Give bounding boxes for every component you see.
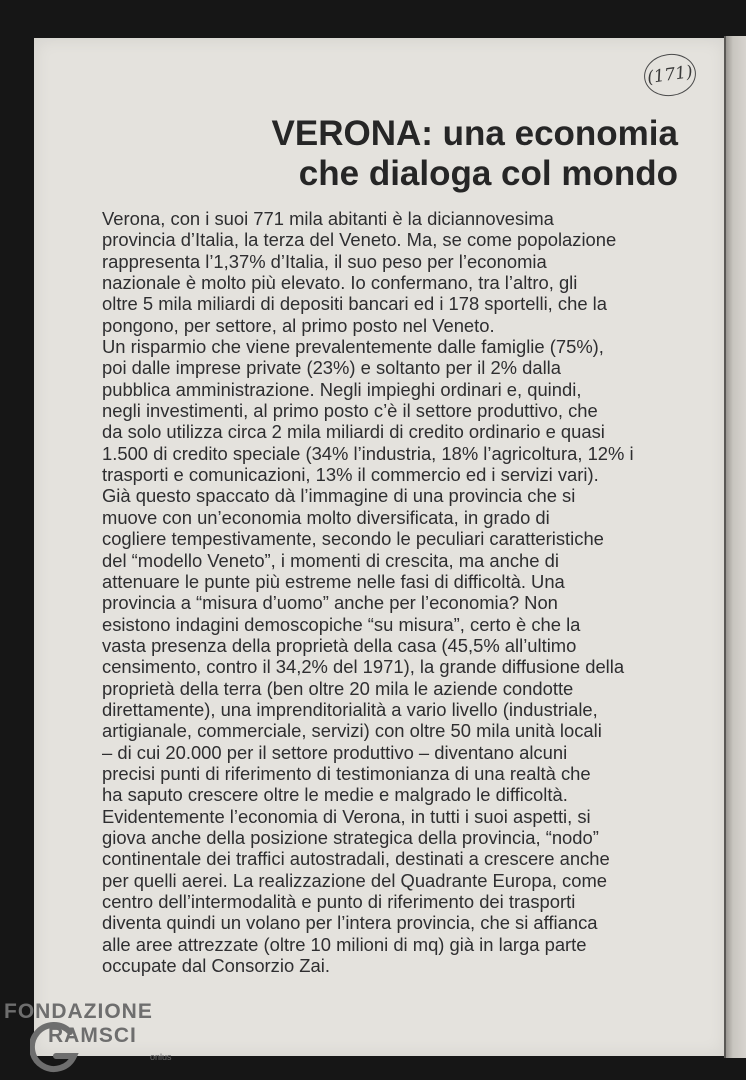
- watermark: [4, 1000, 204, 1080]
- body-line: negli investimenti, al primo posto c’è il settore produttivo, che: [102, 400, 598, 422]
- body-line: pubblica amministrazione. Negli impieghi ordinari e, quindi,: [102, 378, 582, 400]
- body-line: occupate dal Consorzio Zai.: [102, 955, 330, 977]
- body-line: – di cui 20.000 per il settore produttivo – diventano alcuni: [102, 741, 568, 763]
- page-title: [272, 114, 678, 194]
- watermark-text: FONDAZIONE: [4, 1000, 153, 1023]
- body-line: pongono, per settore, al primo posto nel Veneto.: [102, 314, 495, 336]
- body-line: attenuare le punte più estreme nelle fasi di difficoltà. Una: [102, 570, 565, 592]
- page-edge: [726, 36, 746, 1058]
- body-line: precisi punti di riferimento di testimonianza di una realtà che: [102, 762, 591, 784]
- body-line: alle aree attrezzate (oltre 10 milioni di mq) già in larga parte: [102, 933, 587, 955]
- body-line: esistono indagini demoscopiche “su misura”, certo è che la: [102, 613, 581, 635]
- body-line: 1.500 di credito speciale (34% l’industria, 18% l’agricoltura, 12% i: [102, 442, 634, 464]
- body-line: nazionale è molto più elevato. Io confermano, tra l’altro, gli: [102, 272, 578, 294]
- watermark-text: onlus: [150, 1052, 172, 1062]
- body-line: Un risparmio che viene prevalentemente dalle famiglie (75%),: [102, 336, 604, 358]
- body-line: del “modello Veneto”, i momenti di crescita, ma anche di: [102, 549, 559, 571]
- body-line: poi dalle imprese private (23%) e soltanto per il 2% dalla: [102, 357, 561, 379]
- body-line: trasporti e comunicazioni, 13% il commercio ed i servizi vari).: [102, 464, 599, 486]
- body-line: centro dell’intermodalità e punto di riferimento dei trasporti: [102, 891, 576, 912]
- body-line: giova anche della posizione strategica della provincia, “nodo”: [102, 826, 599, 848]
- page-number: (171): [641, 51, 698, 100]
- body-line: provincia a “misura d’uomo” anche per l’economia? Non: [102, 592, 558, 614]
- body-line: per quelli aerei. La realizzazione del Quadrante Europa, come: [102, 869, 608, 891]
- watermark-text: RAMSCI: [48, 1024, 137, 1047]
- body-line: direttamente), una imprenditorialità a vario livello (industriale,: [102, 698, 598, 720]
- body-text: [102, 208, 722, 976]
- body-line: oltre 5 mila miliardi di depositi bancari ed i 178 sportelli, che la: [102, 293, 607, 315]
- body-line: Già questo spaccato dà l’immagine di una provincia che si: [102, 485, 576, 507]
- body-line: continentale dei traffici autostradali, destinati a crescere anche: [102, 848, 610, 870]
- body-line: vasta presenza della proprietà della casa (45,5% all’ultimo: [102, 634, 577, 656]
- body-line: Evidentemente l’economia di Verona, in tutti i suoi aspetti, si: [102, 805, 591, 827]
- body-line: diventa quindi un volano per l’intera provincia, che si affianca: [102, 912, 598, 934]
- document-page: [34, 38, 726, 1056]
- body-line: artigianale, commerciale, servizi) con oltre 50 mila unità locali: [102, 720, 602, 742]
- title-line: VERONA: una economia: [271, 114, 678, 153]
- body-line: muove con un’economia molto diversificata, in grado di: [102, 506, 550, 528]
- body-line: proprietà della terra (ben oltre 20 mila le aziende condotte: [102, 677, 574, 699]
- body-line: da solo utilizza circa 2 mila miliardi di credito ordinario e quasi: [102, 421, 605, 443]
- body-line: rappresenta l’1,37% d’Italia, il suo peso per l’economia: [102, 250, 547, 272]
- body-line: ha saputo crescere oltre le medie e malgrado le difficoltà.: [102, 784, 568, 806]
- body-line: cogliere tempestivamente, secondo le peculiari caratteristiche: [102, 528, 604, 550]
- body-line: censimento, contro il 34,2% del 1971), la grande diffusione della: [102, 656, 625, 678]
- title-line: che dialoga col mondo: [298, 154, 678, 193]
- body-line: provincia d’Italia, la terza del Veneto. Ma, se come popolazione: [102, 229, 617, 251]
- body-line: Verona, con i suoi 771 mila abitanti è la diciannovesima: [102, 208, 554, 229]
